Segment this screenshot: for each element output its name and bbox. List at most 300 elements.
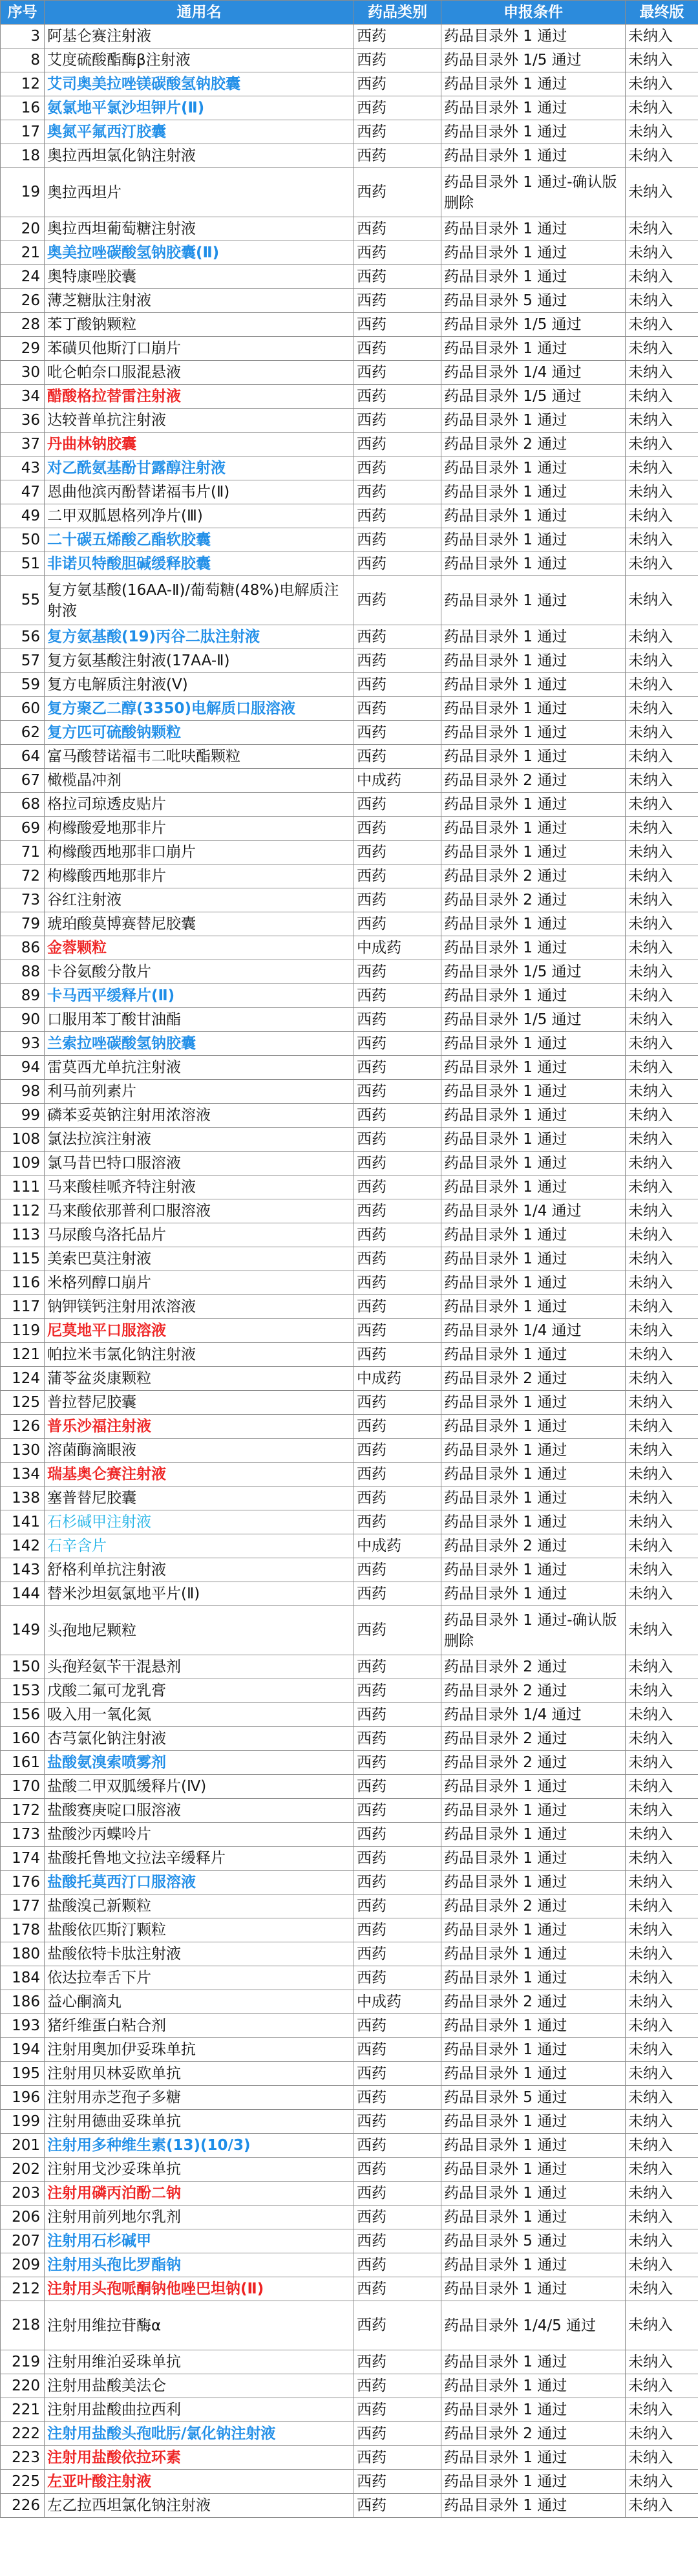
cell-name: 奥氮平氟西汀胶囊 xyxy=(45,120,354,144)
cell-final: 未纳入 xyxy=(626,721,698,745)
cell-no: 115 xyxy=(1,1247,45,1271)
cell-name: 卡谷氨酸分散片 xyxy=(45,960,354,984)
cell-condition: 药品目录外 1 通过 xyxy=(441,984,626,1008)
cell-condition: 药品目录外 1 通过 xyxy=(441,552,626,576)
cell-type: 西药 xyxy=(354,313,441,337)
cell-type: 西药 xyxy=(354,1799,441,1823)
cell-final: 未纳入 xyxy=(626,265,698,289)
cell-name: 帕拉米韦氯化钠注射液 xyxy=(45,1343,354,1367)
cell-no: 222 xyxy=(1,2422,45,2446)
cell-final: 未纳入 xyxy=(626,864,698,888)
table-header-row xyxy=(1,1,698,25)
cell-final: 未纳入 xyxy=(626,361,698,385)
cell-type: 中成药 xyxy=(354,1367,441,1391)
cell-name: 奥美拉唑碳酸氢钠胶囊(Ⅱ) xyxy=(45,241,354,265)
table-row xyxy=(1,265,698,289)
cell-final: 未纳入 xyxy=(626,1558,698,1582)
cell-name: 尼莫地平口服溶液 xyxy=(45,1319,354,1343)
cell-name: 氯法拉滨注射液 xyxy=(45,1128,354,1152)
cell-name: 苯磺贝他斯汀口崩片 xyxy=(45,337,354,361)
cell-type: 西药 xyxy=(354,912,441,936)
cell-type: 西药 xyxy=(354,120,441,144)
cell-type: 中成药 xyxy=(354,936,441,960)
header-no: 序号 xyxy=(1,1,45,25)
cell-type: 西药 xyxy=(354,1894,441,1918)
table-row xyxy=(1,313,698,337)
cell-name: 依达拉奉舌下片 xyxy=(45,1966,354,1990)
cell-type: 西药 xyxy=(354,1871,441,1894)
cell-condition: 药品目录外 1 通过 xyxy=(441,480,626,504)
table-row xyxy=(1,2374,698,2398)
cell-type: 西药 xyxy=(354,504,441,528)
cell-final: 未纳入 xyxy=(626,2494,698,2518)
cell-no: 51 xyxy=(1,552,45,576)
cell-final: 未纳入 xyxy=(626,552,698,576)
cell-type: 西药 xyxy=(354,745,441,769)
cell-name: 瑞基奥仑赛注射液 xyxy=(45,1463,354,1487)
cell-type: 西药 xyxy=(354,1008,441,1032)
table-row xyxy=(1,2446,698,2470)
cell-name: 二甲双胍恩格列净片(Ⅲ) xyxy=(45,504,354,528)
cell-no: 212 xyxy=(1,2277,45,2301)
cell-no: 141 xyxy=(1,1510,45,1534)
cell-type: 西药 xyxy=(354,1415,441,1439)
cell-no: 144 xyxy=(1,1582,45,1606)
cell-final: 未纳入 xyxy=(626,2134,698,2158)
cell-name: 盐酸赛庚啶口服溶液 xyxy=(45,1799,354,1823)
cell-no: 176 xyxy=(1,1871,45,1894)
table-row xyxy=(1,144,698,168)
cell-name: 氯马昔巴特口服溶液 xyxy=(45,1152,354,1175)
cell-type: 西药 xyxy=(354,2038,441,2062)
cell-final: 未纳入 xyxy=(626,1367,698,1391)
cell-type: 西药 xyxy=(354,2206,441,2229)
cell-name: 美索巴莫注射液 xyxy=(45,1247,354,1271)
table-row xyxy=(1,217,698,241)
table-row xyxy=(1,1463,698,1487)
cell-final: 未纳入 xyxy=(626,769,698,793)
cell-no: 161 xyxy=(1,1751,45,1775)
cell-name: 枸橼酸西地那非口崩片 xyxy=(45,841,354,864)
cell-no: 49 xyxy=(1,504,45,528)
cell-type: 西药 xyxy=(354,1558,441,1582)
table-row xyxy=(1,1582,698,1606)
cell-condition: 药品目录外 1 通过 xyxy=(441,1080,626,1104)
cell-type: 西药 xyxy=(354,2494,441,2518)
cell-type: 西药 xyxy=(354,576,441,625)
cell-type: 西药 xyxy=(354,1343,441,1367)
cell-condition: 药品目录外 1 通过 xyxy=(441,576,626,625)
cell-name: 苯丁酸钠颗粒 xyxy=(45,313,354,337)
cell-name: 奥拉西坦片 xyxy=(45,168,354,217)
cell-condition: 药品目录外 2 通过 xyxy=(441,769,626,793)
table-row xyxy=(1,673,698,697)
cell-type: 西药 xyxy=(354,864,441,888)
cell-final: 未纳入 xyxy=(626,841,698,864)
cell-no: 67 xyxy=(1,769,45,793)
cell-no: 173 xyxy=(1,1823,45,1847)
cell-type: 西药 xyxy=(354,528,441,552)
cell-no: 64 xyxy=(1,745,45,769)
table-row xyxy=(1,1319,698,1343)
cell-final: 未纳入 xyxy=(626,1847,698,1871)
cell-type: 西药 xyxy=(354,1751,441,1775)
cell-no: 79 xyxy=(1,912,45,936)
cell-type: 西药 xyxy=(354,2301,441,2350)
cell-name: 枸橼酸爱地那非片 xyxy=(45,817,354,841)
cell-condition: 药品目录外 1 通过 xyxy=(441,2206,626,2229)
cell-type: 西药 xyxy=(354,337,441,361)
cell-name: 兰索拉唑碳酸氢钠胶囊 xyxy=(45,1032,354,1056)
cell-name: 丹曲林钠胶囊 xyxy=(45,433,354,456)
table-row xyxy=(1,888,698,912)
cell-no: 170 xyxy=(1,1775,45,1799)
cell-no: 94 xyxy=(1,1056,45,1080)
table-row xyxy=(1,504,698,528)
table-row xyxy=(1,1175,698,1199)
table-row xyxy=(1,409,698,433)
cell-name: 普拉替尼胶囊 xyxy=(45,1391,354,1415)
cell-type: 西药 xyxy=(354,1679,441,1703)
cell-name: 复方匹可硫酸钠颗粒 xyxy=(45,721,354,745)
cell-condition: 药品目录外 1 通过 xyxy=(441,721,626,745)
cell-condition: 药品目录外 5 通过 xyxy=(441,2086,626,2110)
cell-name: 盐酸依匹斯汀颗粒 xyxy=(45,1918,354,1942)
cell-no: 109 xyxy=(1,1152,45,1175)
cell-no: 111 xyxy=(1,1175,45,1199)
table-row xyxy=(1,1703,698,1727)
cell-type: 西药 xyxy=(354,361,441,385)
cell-final: 未纳入 xyxy=(626,1391,698,1415)
cell-condition: 药品目录外 2 通过 xyxy=(441,888,626,912)
cell-final: 未纳入 xyxy=(626,1271,698,1295)
cell-no: 199 xyxy=(1,2110,45,2134)
cell-condition: 药品目录外 1 通过 xyxy=(441,1343,626,1367)
cell-condition: 药品目录外 1 通过 xyxy=(441,1439,626,1463)
cell-name: 艾度硫酸酯酶β注射液 xyxy=(45,48,354,72)
cell-no: 180 xyxy=(1,1942,45,1966)
cell-no: 143 xyxy=(1,1558,45,1582)
cell-no: 24 xyxy=(1,265,45,289)
table-row xyxy=(1,168,698,217)
cell-final: 未纳入 xyxy=(626,72,698,96)
table-row xyxy=(1,433,698,456)
cell-condition: 药品目录外 1 通过 xyxy=(441,936,626,960)
cell-condition: 药品目录外 1/4 通过 xyxy=(441,1703,626,1727)
table-row xyxy=(1,984,698,1008)
cell-final: 未纳入 xyxy=(626,25,698,48)
cell-type: 西药 xyxy=(354,793,441,817)
cell-no: 225 xyxy=(1,2470,45,2494)
cell-condition: 药品目录外 1 通过 xyxy=(441,1942,626,1966)
cell-final: 未纳入 xyxy=(626,936,698,960)
cell-final: 未纳入 xyxy=(626,1871,698,1894)
cell-no: 172 xyxy=(1,1799,45,1823)
cell-no: 220 xyxy=(1,2374,45,2398)
cell-type: 西药 xyxy=(354,265,441,289)
cell-name: 杏芎氯化钠注射液 xyxy=(45,1727,354,1751)
cell-name: 盐酸二甲双胍缓释片(Ⅳ) xyxy=(45,1775,354,1799)
cell-final: 未纳入 xyxy=(626,2422,698,2446)
cell-condition: 药品目录外 1 通过 xyxy=(441,337,626,361)
cell-no: 99 xyxy=(1,1104,45,1128)
cell-type: 西药 xyxy=(354,96,441,120)
cell-type: 西药 xyxy=(354,888,441,912)
table-row xyxy=(1,456,698,480)
cell-no: 203 xyxy=(1,2182,45,2206)
cell-condition: 药品目录外 1 通过 xyxy=(441,1799,626,1823)
cell-no: 202 xyxy=(1,2158,45,2182)
cell-condition: 药品目录外 1 通过 xyxy=(441,912,626,936)
cell-no: 60 xyxy=(1,697,45,721)
cell-type: 西药 xyxy=(354,2253,441,2277)
cell-final: 未纳入 xyxy=(626,1510,698,1534)
cell-condition: 药品目录外 1 通过 xyxy=(441,2014,626,2038)
cell-final: 未纳入 xyxy=(626,2110,698,2134)
cell-name: 橄榄晶冲剂 xyxy=(45,769,354,793)
cell-condition: 药品目录外 1 通过 xyxy=(441,1510,626,1534)
cell-condition: 药品目录外 1 通过 xyxy=(441,2062,626,2086)
cell-no: 12 xyxy=(1,72,45,96)
table-row xyxy=(1,817,698,841)
cell-name: 卡马西平缓释片(Ⅱ) xyxy=(45,984,354,1008)
cell-type: 西药 xyxy=(354,1918,441,1942)
cell-condition: 药品目录外 1 通过 xyxy=(441,1104,626,1128)
table-row xyxy=(1,1271,698,1295)
cell-type: 西药 xyxy=(354,2086,441,2110)
cell-no: 43 xyxy=(1,456,45,480)
table-row xyxy=(1,96,698,120)
cell-type: 西药 xyxy=(354,1128,441,1152)
cell-condition: 药品目录外 1 通过 xyxy=(441,817,626,841)
cell-type: 西药 xyxy=(354,1152,441,1175)
table-row xyxy=(1,793,698,817)
cell-no: 29 xyxy=(1,337,45,361)
cell-condition: 药品目录外 1/5 通过 xyxy=(441,960,626,984)
cell-no: 50 xyxy=(1,528,45,552)
cell-final: 未纳入 xyxy=(626,625,698,649)
table-row xyxy=(1,2494,698,2518)
cell-final: 未纳入 xyxy=(626,433,698,456)
cell-condition: 药品目录外 1 通过 xyxy=(441,528,626,552)
cell-name: 磷苯妥英钠注射用浓溶液 xyxy=(45,1104,354,1128)
table-row xyxy=(1,2470,698,2494)
cell-condition: 药品目录外 1 通过 xyxy=(441,265,626,289)
cell-type: 西药 xyxy=(354,1463,441,1487)
table-row xyxy=(1,745,698,769)
cell-type: 西药 xyxy=(354,1703,441,1727)
cell-condition: 药品目录外 1 通过 xyxy=(441,649,626,673)
table-row xyxy=(1,480,698,504)
cell-condition: 药品目录外 2 通过 xyxy=(441,2422,626,2446)
cell-final: 未纳入 xyxy=(626,984,698,1008)
header-final: 最终版 xyxy=(626,1,698,25)
cell-name: 注射用多种维生素(13)(10/3) xyxy=(45,2134,354,2158)
cell-no: 206 xyxy=(1,2206,45,2229)
cell-name: 马尿酸乌洛托品片 xyxy=(45,1223,354,1247)
cell-final: 未纳入 xyxy=(626,1463,698,1487)
cell-condition: 药品目录外 1 通过 xyxy=(441,217,626,241)
cell-name: 艾司奥美拉唑镁碳酸氢钠胶囊 xyxy=(45,72,354,96)
cell-condition: 药品目录外 1 通过 xyxy=(441,1918,626,1942)
cell-type: 西药 xyxy=(354,1606,441,1655)
cell-name: 枸橼酸西地那非片 xyxy=(45,864,354,888)
cell-name: 益心酮滴丸 xyxy=(45,1990,354,2014)
cell-name: 吡仑帕奈口服混悬液 xyxy=(45,361,354,385)
cell-condition: 药品目录外 1 通过 xyxy=(441,1152,626,1175)
cell-name: 注射用盐酸依拉环素 xyxy=(45,2446,354,2470)
cell-no: 119 xyxy=(1,1319,45,1343)
table-row xyxy=(1,241,698,265)
cell-condition: 药品目录外 2 通过 xyxy=(441,1655,626,1679)
cell-final: 未纳入 xyxy=(626,1415,698,1439)
cell-condition: 药品目录外 1 通过 xyxy=(441,1271,626,1295)
cell-name: 奥拉西坦葡萄糖注射液 xyxy=(45,217,354,241)
cell-condition: 药品目录外 1 通过 xyxy=(441,2350,626,2374)
cell-no: 55 xyxy=(1,576,45,625)
cell-type: 西药 xyxy=(354,1942,441,1966)
cell-name: 非诺贝特酸胆碱缓释胶囊 xyxy=(45,552,354,576)
cell-no: 71 xyxy=(1,841,45,864)
cell-type: 西药 xyxy=(354,289,441,313)
header-condition: 申报条件 xyxy=(441,1,626,25)
cell-name: 格拉司琼透皮贴片 xyxy=(45,793,354,817)
cell-name: 口服用苯丁酸甘油酯 xyxy=(45,1008,354,1032)
table-row xyxy=(1,1343,698,1367)
cell-name: 头孢地尼颗粒 xyxy=(45,1606,354,1655)
cell-condition: 药品目录外 1 通过 xyxy=(441,456,626,480)
cell-final: 未纳入 xyxy=(626,1319,698,1343)
cell-no: 150 xyxy=(1,1655,45,1679)
cell-final: 未纳入 xyxy=(626,1703,698,1727)
cell-no: 47 xyxy=(1,480,45,504)
table-row xyxy=(1,1679,698,1703)
cell-type: 中成药 xyxy=(354,769,441,793)
cell-type: 西药 xyxy=(354,984,441,1008)
cell-final: 未纳入 xyxy=(626,528,698,552)
cell-type: 西药 xyxy=(354,841,441,864)
cell-condition: 药品目录外 1 通过 xyxy=(441,2446,626,2470)
cell-type: 中成药 xyxy=(354,1534,441,1558)
cell-type: 西药 xyxy=(354,241,441,265)
cell-final: 未纳入 xyxy=(626,960,698,984)
cell-final: 未纳入 xyxy=(626,1223,698,1247)
cell-final: 未纳入 xyxy=(626,1606,698,1655)
table-row xyxy=(1,1727,698,1751)
cell-type: 西药 xyxy=(354,552,441,576)
cell-type: 西药 xyxy=(354,697,441,721)
cell-final: 未纳入 xyxy=(626,480,698,504)
table-row xyxy=(1,912,698,936)
cell-no: 34 xyxy=(1,385,45,409)
cell-condition: 药品目录外 1 通过 xyxy=(441,2134,626,2158)
cell-final: 未纳入 xyxy=(626,2206,698,2229)
cell-no: 113 xyxy=(1,1223,45,1247)
cell-name: 注射用贝林妥欧单抗 xyxy=(45,2062,354,2086)
cell-condition: 药品目录外 1 通过 xyxy=(441,1295,626,1319)
cell-no: 126 xyxy=(1,1415,45,1439)
cell-type: 西药 xyxy=(354,480,441,504)
cell-name: 马来酸依那普利口服溶液 xyxy=(45,1199,354,1223)
cell-condition: 药品目录外 1 通过 xyxy=(441,2494,626,2518)
cell-name: 替米沙坦氨氯地平片(Ⅱ) xyxy=(45,1582,354,1606)
cell-final: 未纳入 xyxy=(626,1056,698,1080)
cell-final: 未纳入 xyxy=(626,1966,698,1990)
table-row xyxy=(1,2301,698,2350)
cell-final: 未纳入 xyxy=(626,1918,698,1942)
cell-name: 头孢羟氨苄干混悬剂 xyxy=(45,1655,354,1679)
table-row xyxy=(1,2038,698,2062)
cell-condition: 药品目录外 1 通过 xyxy=(441,2158,626,2182)
cell-final: 未纳入 xyxy=(626,1343,698,1367)
cell-condition: 药品目录外 1 通过 xyxy=(441,745,626,769)
cell-no: 37 xyxy=(1,433,45,456)
cell-no: 130 xyxy=(1,1439,45,1463)
table-row xyxy=(1,1295,698,1319)
cell-no: 156 xyxy=(1,1703,45,1727)
cell-final: 未纳入 xyxy=(626,289,698,313)
cell-no: 134 xyxy=(1,1463,45,1487)
cell-type: 西药 xyxy=(354,817,441,841)
cell-final: 未纳入 xyxy=(626,1679,698,1703)
cell-no: 20 xyxy=(1,217,45,241)
table-row xyxy=(1,1966,698,1990)
table-row xyxy=(1,1847,698,1871)
cell-no: 56 xyxy=(1,625,45,649)
cell-no: 21 xyxy=(1,241,45,265)
cell-name: 注射用奥加伊妥珠单抗 xyxy=(45,2038,354,2062)
cell-type: 西药 xyxy=(354,456,441,480)
cell-condition: 药品目录外 1 通过 xyxy=(441,1775,626,1799)
cell-no: 149 xyxy=(1,1606,45,1655)
cell-final: 未纳入 xyxy=(626,2158,698,2182)
cell-condition: 药品目录外 2 通过 xyxy=(441,1534,626,1558)
table-row xyxy=(1,1894,698,1918)
cell-final: 未纳入 xyxy=(626,1775,698,1799)
cell-name: 注射用盐酸曲拉西利 xyxy=(45,2398,354,2422)
cell-no: 178 xyxy=(1,1918,45,1942)
cell-final: 未纳入 xyxy=(626,697,698,721)
cell-final: 未纳入 xyxy=(626,144,698,168)
cell-no: 108 xyxy=(1,1128,45,1152)
cell-final: 未纳入 xyxy=(626,2277,698,2301)
cell-condition: 药品目录外 1 通过 xyxy=(441,72,626,96)
cell-type: 西药 xyxy=(354,1032,441,1056)
cell-type: 西药 xyxy=(354,72,441,96)
cell-no: 221 xyxy=(1,2398,45,2422)
cell-type: 西药 xyxy=(354,1175,441,1199)
cell-type: 西药 xyxy=(354,649,441,673)
table-row xyxy=(1,2253,698,2277)
cell-type: 西药 xyxy=(354,409,441,433)
cell-name: 左亚叶酸注射液 xyxy=(45,2470,354,2494)
cell-condition: 药品目录外 1 通过 xyxy=(441,1056,626,1080)
cell-no: 209 xyxy=(1,2253,45,2277)
cell-type: 西药 xyxy=(354,2470,441,2494)
table-row xyxy=(1,697,698,721)
cell-condition: 药品目录外 1/5 通过 xyxy=(441,313,626,337)
cell-final: 未纳入 xyxy=(626,120,698,144)
table-row xyxy=(1,576,698,625)
table-row xyxy=(1,864,698,888)
table-row xyxy=(1,2158,698,2182)
table-row xyxy=(1,289,698,313)
cell-name: 奥特康唑胶囊 xyxy=(45,265,354,289)
cell-no: 68 xyxy=(1,793,45,817)
cell-name: 雷莫西尤单抗注射液 xyxy=(45,1056,354,1080)
cell-name: 溶菌酶滴眼液 xyxy=(45,1439,354,1463)
cell-final: 未纳入 xyxy=(626,1199,698,1223)
